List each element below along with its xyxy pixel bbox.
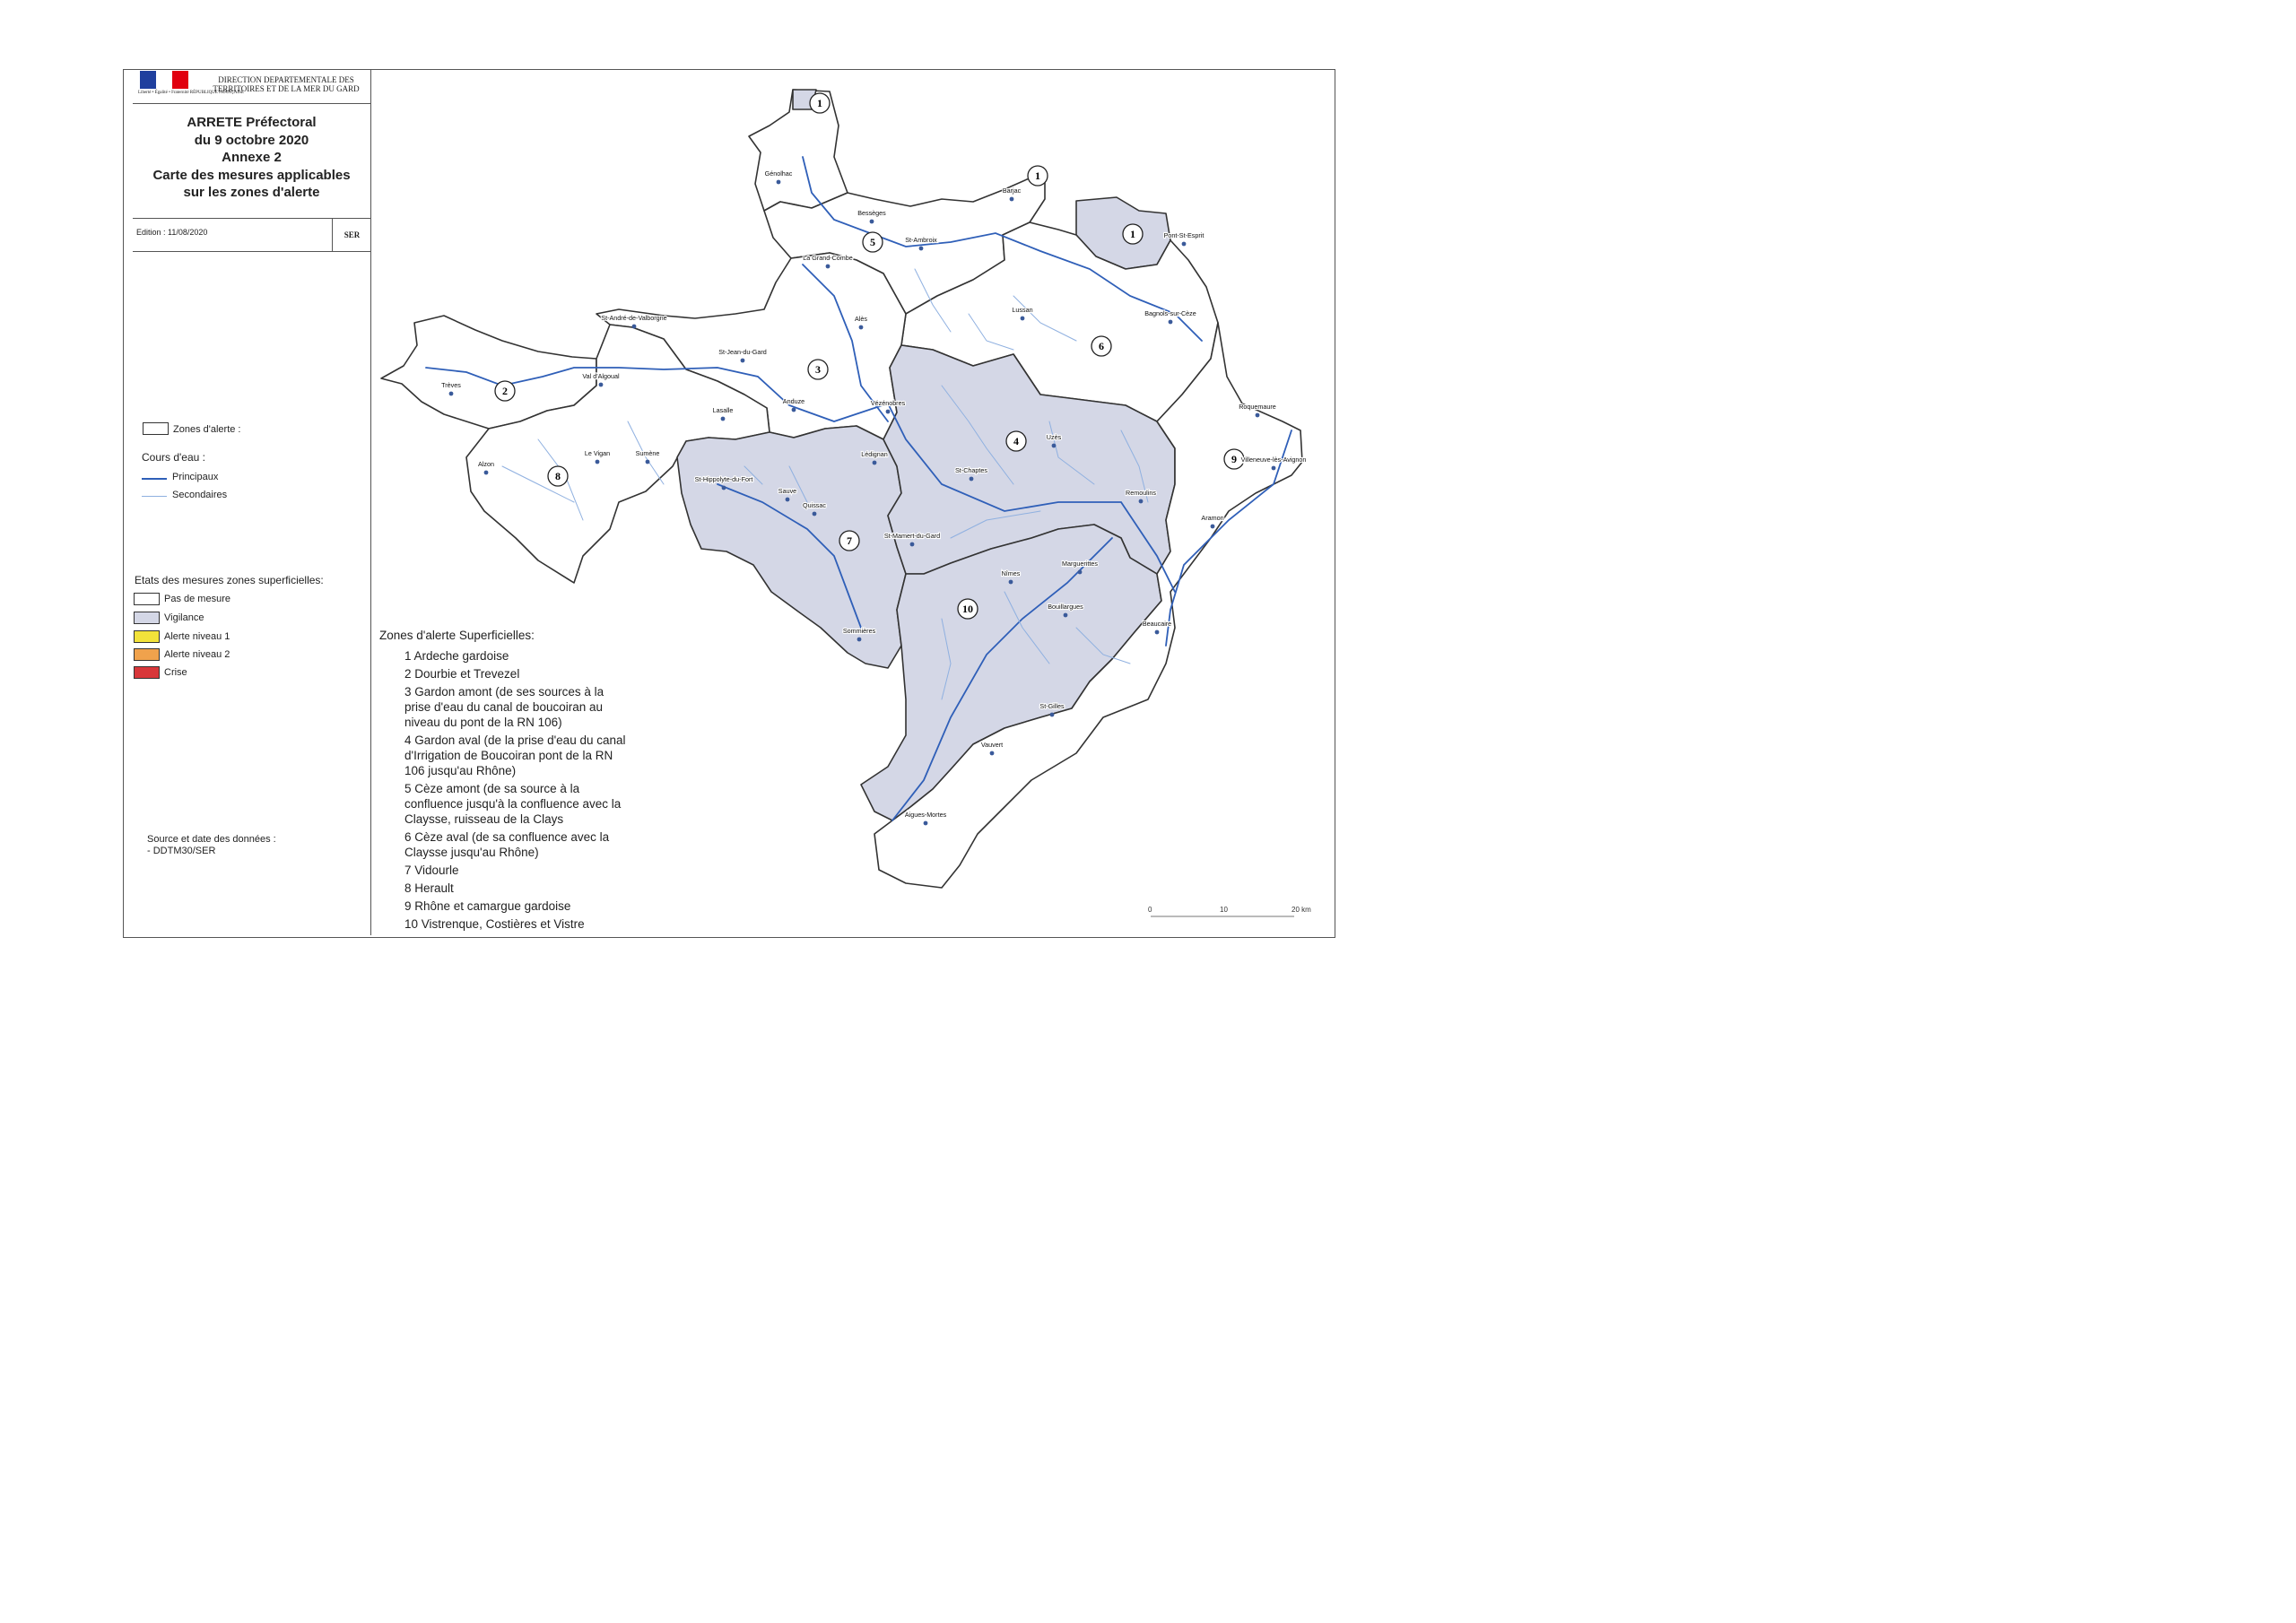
zone-number-marker (1006, 431, 1026, 451)
zone-number-marker (958, 599, 978, 619)
zone-number-label: 10 (962, 603, 973, 615)
town-dot (596, 460, 600, 464)
town-dot (1078, 570, 1083, 575)
town-label: Bagnols-sur-Cèze (1144, 309, 1196, 317)
zone-list-item: 4 Gardon aval (de la prise d'eau du canal d'Irrigation de Boucoiran pont de la RN 106 jusqu'au Rhône) (404, 733, 626, 777)
zone-number-label: 9 (1231, 453, 1237, 465)
town-label: Lédignan (861, 450, 888, 458)
alert-zone-map (0, 0, 1399, 989)
scale-tick-label: 10 (1220, 906, 1228, 914)
town-label: Remoulins (1126, 489, 1156, 497)
zone-number-marker (495, 381, 515, 401)
town-dot (970, 477, 974, 482)
zone-list-item: 9 Rhône et camargue gardoise (404, 899, 571, 913)
title-line: sur les zones d'alerte (183, 185, 320, 200)
town-label: Beaucaire (1142, 620, 1172, 628)
zone-number-label: 1 (817, 97, 822, 109)
town-dot (1272, 466, 1276, 471)
town-dot (1064, 613, 1068, 618)
town-label: Lussan (1012, 306, 1033, 314)
town-label: St-Jean-du-Gard (718, 348, 767, 356)
town-dot (646, 460, 650, 464)
title-line: Annexe 2 (222, 150, 282, 165)
state-label: Crise (164, 667, 187, 678)
title-line: du 9 octobre 2020 (194, 132, 309, 148)
town-label: St-Chaptes (955, 466, 987, 474)
town-dot (813, 512, 817, 516)
state-label: Alerte niveau 2 (164, 649, 230, 660)
zone-number-marker (548, 466, 568, 486)
zone-number-marker (808, 360, 828, 379)
town-dot (599, 383, 604, 387)
scale-bar (1148, 906, 1311, 916)
edition-date: Edition : 11/08/2020 (136, 228, 208, 237)
town-dot (741, 359, 745, 363)
town-label: Val d'Algoual (582, 372, 620, 380)
zone-list-item: 8 Herault (404, 881, 454, 895)
town-label: Pont-St-Esprit (1163, 231, 1205, 239)
title-line: Carte des mesures applicables (152, 167, 351, 183)
zones-label: Zones d'alerte : (173, 424, 241, 435)
town-label: Roquemaure (1239, 403, 1276, 411)
town-label: St-Gilles (1039, 702, 1065, 710)
town-dot (924, 821, 928, 826)
town-dot (632, 325, 637, 329)
town-dot (1050, 713, 1055, 717)
zone-number-label: 4 (1013, 435, 1019, 447)
town-label: Barjac (1002, 187, 1022, 195)
town-dot (1009, 580, 1013, 585)
zone-list-item: 7 Vidourle (404, 864, 459, 877)
zone-list-item: 10 Vistrenque, Costières et Vistre (404, 917, 585, 931)
town-label: Aigues-Mortes (904, 811, 947, 819)
scale-tick-label: 20 km (1292, 906, 1311, 914)
town-dot (1182, 242, 1187, 247)
zone-number-label: 1 (1130, 228, 1135, 240)
town-label: La Grand-Combe (803, 254, 853, 262)
zone-number-label: 2 (502, 385, 508, 397)
town-label: St-Hippolyte-du-Fort (694, 475, 753, 483)
town-dot (722, 486, 726, 490)
town-label: St-Ambroix (905, 236, 937, 244)
state-label: Alerte niveau 1 (164, 631, 230, 642)
town-label: Nîmes (1001, 569, 1021, 577)
town-dot (449, 392, 454, 396)
river-legend-label: Secondaires (172, 490, 228, 500)
zones-list (379, 628, 629, 934)
scale-tick-label: 0 (1148, 906, 1152, 914)
town-dot (1021, 317, 1025, 321)
flag-motto: Liberté • Égalité • Fraternité RÉPUBLIQUE FRANÇAISE (138, 91, 244, 95)
town-dot (857, 638, 862, 642)
town-dot (1256, 413, 1260, 418)
town-dot (886, 410, 891, 414)
town-label: Bouillargues (1048, 603, 1083, 611)
states-title: Etats des mesures zones superficielles: (135, 574, 324, 586)
town-label: Le Vigan (584, 449, 611, 457)
town-label: Uzès (1046, 433, 1062, 441)
title-line: ARRETE Préfectoral (187, 115, 317, 130)
town-label: Lasalle (712, 406, 734, 414)
zone-number-label: 6 (1099, 340, 1104, 352)
source-title: Source et date des données : (147, 834, 276, 845)
town-label: Villeneuve-lès-Avignon (1240, 456, 1307, 464)
town-dot (777, 180, 781, 185)
town-label: Quissac (803, 501, 826, 509)
zone-list-item: 1 Ardeche gardoise (404, 649, 509, 663)
town-dot (484, 471, 489, 475)
town-label: Vauvert (980, 741, 1004, 749)
town-label: Sauve (778, 487, 797, 495)
zones-list-items (379, 648, 629, 932)
zone-number-marker (810, 93, 830, 113)
town-dot (1211, 525, 1215, 529)
source-value: - DDTM30/SER (147, 846, 216, 856)
zone-number-marker (1091, 336, 1111, 356)
town-label: Vézénobres (870, 399, 906, 407)
zone-list-item: 5 Cèze amont (de sa source à la confluence jusqu'à la confluence avec la Claysse, ruisseau de la Clays (404, 782, 622, 826)
zone-number-label: 3 (815, 363, 821, 376)
zone-number-marker (1028, 166, 1048, 186)
river-legend-label: Principaux (172, 472, 219, 482)
zones-list-title: Zones d'alerte Superficielles: (379, 629, 535, 642)
town-dot (1052, 444, 1057, 448)
department-name: DIRECTION DEPARTEMENTALE DES TERRITOIRES ET DE LA MER DU GARD (213, 75, 360, 93)
town-label: Anduze (782, 397, 805, 405)
state-label: Pas de mesure (164, 594, 230, 604)
zone-number-label: 8 (555, 470, 561, 482)
town-label: Génolhac (764, 169, 793, 178)
town-dot (721, 417, 726, 421)
zone-number-marker (863, 232, 883, 252)
zone-list-item: 6 Cèze aval (de sa confluence avec la Claysse jusqu'au Rhône) (404, 830, 610, 859)
zone-list-item: 3 Gardon amont (de ses sources à la prise d'eau du canal de boucoiran au niveau du pont de la RN 106) (404, 685, 604, 729)
town-dot (786, 498, 790, 502)
town-label: Bessèges (857, 209, 886, 217)
town-dot (919, 247, 924, 251)
zone-number-label: 5 (870, 236, 875, 248)
town-dot (1010, 197, 1014, 202)
town-label: Trèves (441, 381, 461, 389)
town-label: Aramon (1201, 514, 1224, 522)
town-dot (870, 220, 874, 224)
town-label: Alzon (478, 460, 494, 468)
town-dot (1155, 630, 1160, 635)
town-dot (910, 542, 915, 547)
town-label: Sommières (842, 627, 876, 635)
town-label: St-André-de-Valborgne (601, 314, 667, 322)
zone-number-marker (839, 531, 859, 551)
town-dot (990, 751, 995, 756)
town-dot (1139, 499, 1144, 504)
town-dot (873, 461, 877, 465)
town-label: Alès (855, 315, 867, 323)
town-dot (1169, 320, 1173, 325)
state-label: Vigilance (164, 612, 204, 623)
zone-number-label: 1 (1035, 169, 1040, 182)
town-label: Sumène (635, 449, 660, 457)
town-label: Marguerittes (1062, 560, 1098, 568)
town-dot (826, 265, 831, 269)
zone-number-label: 7 (847, 534, 852, 547)
town-dot (792, 408, 796, 412)
rivers-title: Cours d'eau : (142, 451, 205, 464)
zone-list-item: 2 Dourbie et Trevezel (404, 667, 520, 681)
town-label: St-Mamert-du-Gard (883, 532, 941, 540)
service-code: SER (332, 219, 371, 251)
town-dot (859, 325, 864, 330)
zone-number-marker (1123, 224, 1143, 244)
